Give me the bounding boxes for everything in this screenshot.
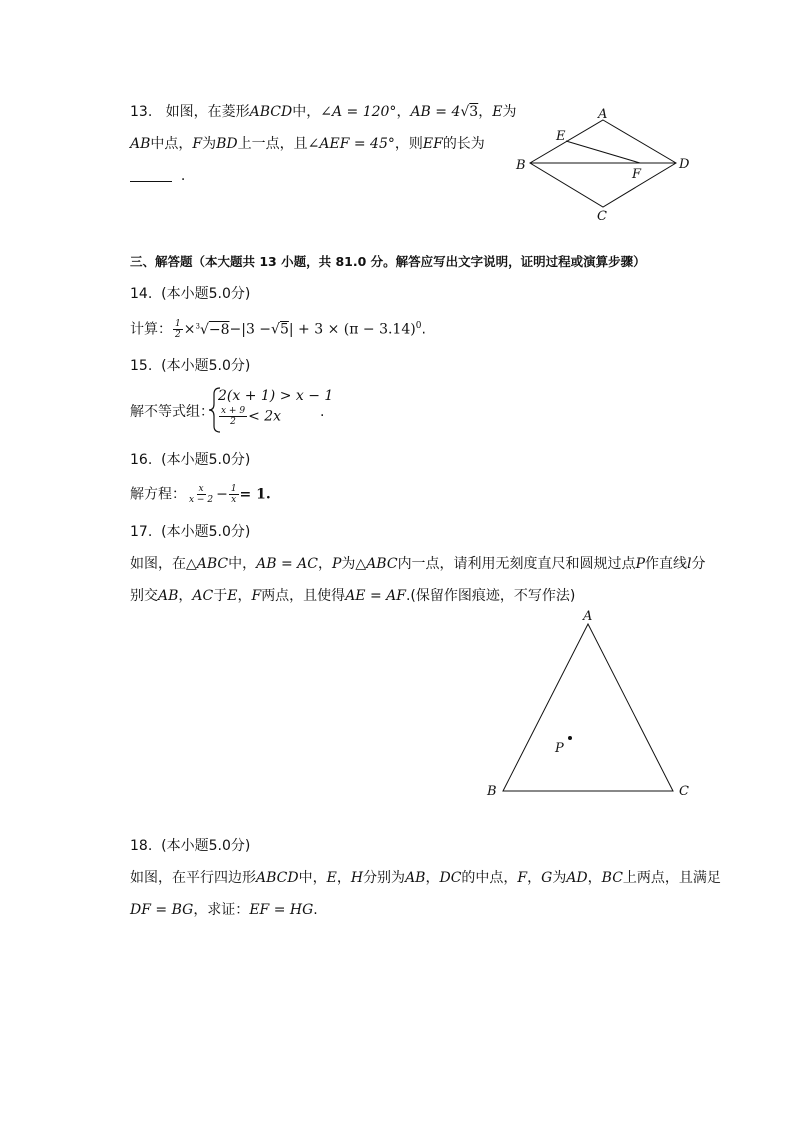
label-D: D xyxy=(679,157,690,172)
q15-header: 15. (本小题5.0分) xyxy=(130,358,251,374)
label-C: C xyxy=(679,784,689,799)
q18-line1: 如图，在平行四边形ABCD中，E，H分别为AB，DC的中点，F，G为AD，BC上两点，且满足 xyxy=(130,870,721,886)
q18-header: 18. (本小题5.0分) xyxy=(130,838,251,854)
q15-end: . xyxy=(320,404,325,420)
label-P: P xyxy=(555,741,564,756)
q13-line1: 13. 如图，在菱形ABCD中，∠A = 120°，AB = 4√3，E为 xyxy=(130,104,517,120)
q17-line2: 别交AB，AC于E，F两点，且使得AE = AF.(保留作图痕迹，不写作法) xyxy=(130,588,576,604)
section3-title: 三、解答题（本大题共 13 小题，共 81.0 分。解答应写出文字说明，证明过程或演算步骤） xyxy=(130,254,646,269)
label-B: B xyxy=(516,158,526,173)
label-E: E xyxy=(556,129,566,144)
q13-sqrt: √3 xyxy=(460,104,479,120)
q15-ineq2: $\frac{x + 9}{2}$ < 2x xyxy=(221,406,282,427)
label-B: B xyxy=(487,784,497,799)
label-C: C xyxy=(597,209,607,224)
q14-header: 14. (本小题5.0分) xyxy=(130,286,251,302)
label-A: A xyxy=(583,609,593,624)
q14-expression: 计算： $\frac{1}{2}$ $\times^3√-8-|3 -√5| + 3 \times (\pi - 3.14)^0$. xyxy=(130,319,426,341)
point-P xyxy=(568,736,572,740)
label-A: A xyxy=(598,107,608,122)
q15-label: 解不等式组： xyxy=(130,404,214,420)
q13-line2: AB中点，F为BD上一点，且∠AEF = 45°，则EF的长为 xyxy=(130,136,485,152)
q13-number: 13. xyxy=(130,104,153,120)
q18-line2: DF = BG，求证：EF = HG. xyxy=(130,902,318,918)
q15-ineq1: 2(x + 1) > x − 1 xyxy=(218,388,334,404)
q13-line3: . xyxy=(130,166,185,186)
q17-header: 17. (本小题5.0分) xyxy=(130,524,251,540)
q16-equation: 解方程： $\frac{x}{x - 2}$ − $\frac{1}{x}$ = 1. xyxy=(130,484,271,505)
q16-header: 16. (本小题5.0分) xyxy=(130,452,251,468)
label-F: F xyxy=(632,167,642,182)
q17-line1: 如图，在△ABC中，AB = AC，P为△ABC内一点，请利用无刻度直尺和圆规过点P作直线l分 xyxy=(130,556,706,572)
